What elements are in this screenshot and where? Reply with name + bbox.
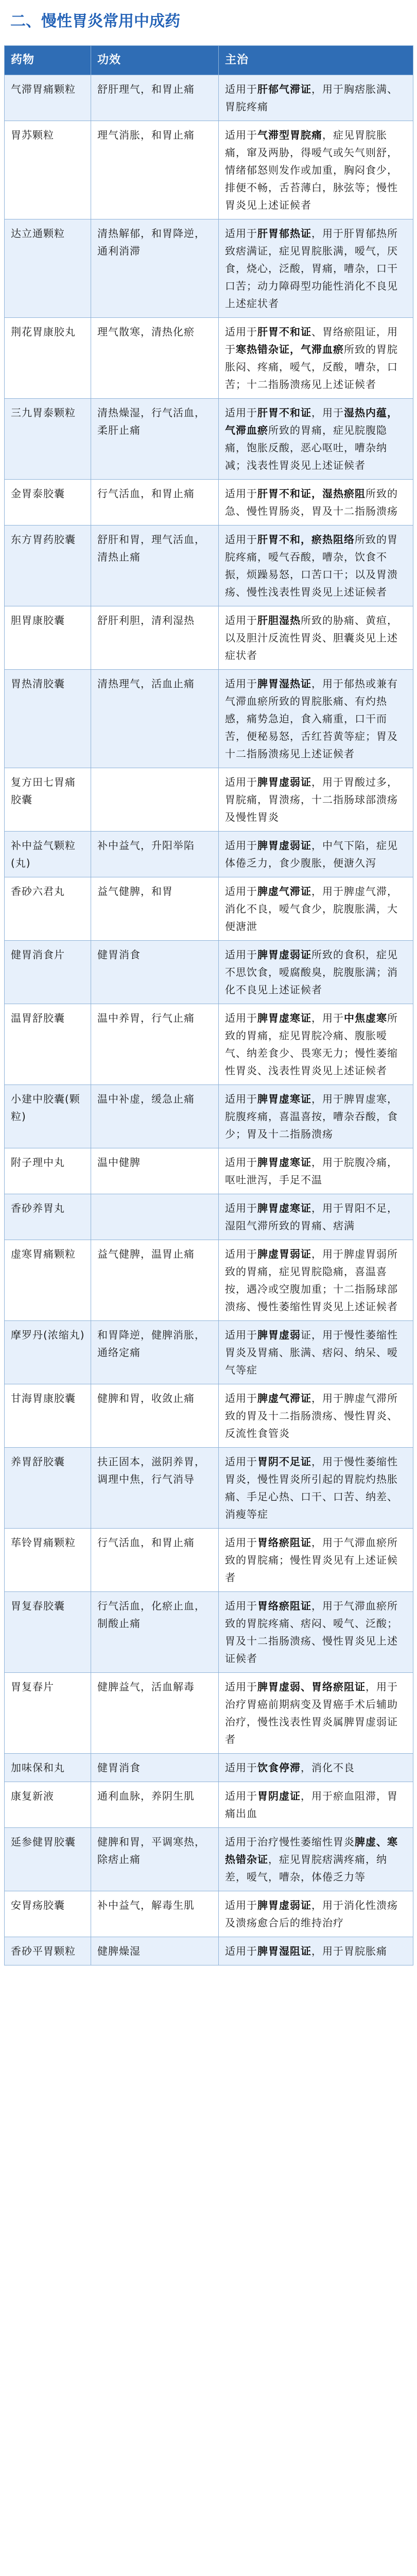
indication-text: 适用于治疗慢性萎缩性胃炎 xyxy=(225,1836,355,1848)
table-row xyxy=(5,318,413,399)
indication-highlight: 肝胃不和证，湿热瘀阻 xyxy=(257,487,366,500)
indication-highlight: 脾胃虚弱证 xyxy=(257,1899,311,1911)
drug-name: 胃复春胶囊 xyxy=(5,1592,91,1673)
indication-highlight: 脾虚胃弱证 xyxy=(257,1248,311,1260)
indication-highlight: 脾胃湿阻证 xyxy=(257,1945,311,1957)
indication-text: 适用于 xyxy=(225,129,257,141)
drug-name: 香砂六君丸 xyxy=(5,877,91,941)
drug-function: 行气活血，化瘀止血，制酸止痛 xyxy=(91,1592,219,1673)
drug-function: 健脾和胃，收敛止痛 xyxy=(91,1384,219,1448)
indication-highlight: 脾胃虚弱证 xyxy=(257,776,311,788)
indication-text: 所致的胃脘胀闷、疼痛，嗳气，反酸，嘈杂，口苦；十二指肠溃疡见上述证候者 xyxy=(225,343,398,391)
indication-text: 所致的胃痛，症见胃脘冷痛、腹胀嗳气、纳差食少、畏寒无力；慢性萎缩性胃炎、浅表性胃炎见上述证候者 xyxy=(225,1012,398,1077)
indication-text: ，症见胃脘痞满疼痛，纳差，嗳气，嘈杂，体倦乏力等 xyxy=(225,1853,387,1883)
indication-text: ，用于胸痞胀满、胃脘疼痛 xyxy=(225,83,398,113)
indication-text: ，消化不良 xyxy=(301,1761,355,1774)
indication-text: ，用于慢性萎缩性胃炎，慢性胃炎所引起的胃脘灼热胀痛、手足心热、口干、口苦、纳差、消瘦等症 xyxy=(225,1455,398,1520)
drug-indication xyxy=(219,1194,413,1240)
indication-text: ，用于脾虚气滞，消化不良，嗳气食少，脘腹胀满，大便溏泄 xyxy=(225,885,398,933)
drug-name: 康复新液 xyxy=(5,1782,91,1828)
indication-highlight: 胃络瘀阻证 xyxy=(257,1600,311,1612)
indication-text: ，用于治疗胃癌前期病变及胃癌手术后辅助治疗，慢性浅表性胃炎属脾胃虚弱证者 xyxy=(225,1681,398,1745)
drug-indication xyxy=(219,1828,413,1891)
indication-text: 适用于 xyxy=(225,677,257,690)
indication-text: 所致的胁痛、黄疸，以及胆汁反流性胃炎、胆囊炎见上述症状者 xyxy=(225,614,398,662)
drug-name: 香砂平胃颗粒 xyxy=(5,1937,91,1965)
table-row xyxy=(5,832,413,877)
drug-indication xyxy=(219,877,413,941)
drug-indication xyxy=(219,1592,413,1673)
indication-highlight: 肝郁气滞证 xyxy=(257,83,311,95)
indication-highlight: 肝胃不和证 xyxy=(257,326,311,338)
indication-text: 适用于 xyxy=(225,1156,257,1168)
drug-function: 健脾益气，活血解毒 xyxy=(91,1673,219,1754)
drug-indication xyxy=(219,1937,413,1965)
indication-text: 适用于 xyxy=(225,614,257,626)
drug-function: 舒肝和胃，理气活血，清热止痛 xyxy=(91,526,219,606)
indication-text: 适用于 xyxy=(225,1093,257,1105)
indication-highlight: 脾胃虚寒证 xyxy=(257,1012,311,1024)
indication-highlight: 脾胃虚弱证 xyxy=(257,839,311,852)
indication-text: ，用于胃脘胀痛 xyxy=(311,1945,387,1957)
indication-text: 适用于 xyxy=(225,776,257,788)
indication-text: 适用于 xyxy=(225,326,257,338)
drug-indication xyxy=(219,941,413,1004)
header-drug: 药物 xyxy=(5,46,91,75)
drug-name: 胃热清胶囊 xyxy=(5,670,91,768)
header-indication: 主治 xyxy=(219,46,413,75)
drug-indication xyxy=(219,1891,413,1937)
indication-highlight: 脾虚气滞证 xyxy=(257,885,311,897)
table-row xyxy=(5,526,413,606)
drug-indication xyxy=(219,1673,413,1754)
indication-text: ，用于胃酸过多，胃脘痛，胃溃疡，十二指肠球部溃疡及慢性胃炎 xyxy=(225,776,398,823)
drug-indication xyxy=(219,606,413,670)
drug-name: 摩罗丹(浓缩丸) xyxy=(5,1321,91,1384)
drug-function: 清热解郁，和胃降逆，通利消滞 xyxy=(91,219,219,318)
indication-highlight: 胃络瘀阻证 xyxy=(257,1536,311,1549)
table-row xyxy=(5,606,413,670)
medicine-table xyxy=(4,45,413,1965)
drug-indication xyxy=(219,1782,413,1828)
indication-highlight: 中焦虚寒 xyxy=(344,1012,387,1024)
drug-name: 虚寒胃痛颗粒 xyxy=(5,1240,91,1321)
drug-indication xyxy=(219,318,413,399)
drug-function: 行气活血，和胃止痛 xyxy=(91,1529,219,1592)
drug-indication xyxy=(219,768,413,832)
indication-text: 适用于 xyxy=(225,839,257,852)
drug-function: 理气散寒，清热化瘀 xyxy=(91,318,219,399)
indication-highlight: 饮食停滞 xyxy=(257,1761,301,1774)
table-row xyxy=(5,877,413,941)
table-row xyxy=(5,1673,413,1754)
drug-indication xyxy=(219,1085,413,1148)
drug-indication xyxy=(219,1321,413,1384)
indication-highlight: 脾胃虚寒证 xyxy=(257,1202,311,1214)
table-row xyxy=(5,1754,413,1782)
drug-name: 荜铃胃痛颗粒 xyxy=(5,1529,91,1592)
indication-text: ，用于脾虚气滞所致的胃及十二指肠溃疡、慢性胃炎、反流性食管炎 xyxy=(225,1392,398,1439)
indication-text: 适用于 xyxy=(225,1392,257,1404)
indication-text: 适用于 xyxy=(225,1899,257,1911)
drug-name: 荆花胃康胶丸 xyxy=(5,318,91,399)
drug-name: 胆胃康胶囊 xyxy=(5,606,91,670)
indication-text: ，用于胃阳不足，湿阻气滞所致的胃痛、痞满 xyxy=(225,1202,398,1232)
indication-text: 所致的胃脘疼痛，嗳气吞酸，嘈杂，饮食不振，烦躁易怒，口苦口干；以及胃溃疡、慢性浅表性胃炎见上述证候者 xyxy=(225,533,398,598)
indication-text: ，用于脾胃虚寒，脘腹疼痛，喜温喜按，嘈杂吞酸，食少；胃及十二指肠溃疡 xyxy=(225,1093,398,1140)
indication-text: 适用于 xyxy=(225,1536,257,1549)
indication-text: ，用于脾虚胃弱所致的胃痛，症见胃脘隐痛，喜温喜按，遇冷或空腹加重；十二指肠球部溃疡、慢性萎缩性胃炎见上述证候者 xyxy=(225,1248,398,1313)
drug-function: 清热理气，活血止痛 xyxy=(91,670,219,768)
indication-highlight: 脾虚气滞证 xyxy=(257,1392,311,1404)
drug-indication xyxy=(219,121,413,219)
indication-text: 适用于 xyxy=(225,487,257,500)
indication-highlight: 脾虚、寒热错杂证 xyxy=(225,1836,398,1866)
drug-function: 健胃消食 xyxy=(91,941,219,1004)
drug-function: 健胃消食 xyxy=(91,1754,219,1782)
drug-name: 三九胃泰颗粒 xyxy=(5,399,91,480)
drug-function: 温中健脾 xyxy=(91,1148,219,1194)
indication-text: ，用于瘀血阻滞，胃痛出血 xyxy=(225,1790,398,1820)
table-row xyxy=(5,1937,413,1965)
indication-highlight: 肝胃郁热证 xyxy=(257,227,311,240)
drug-function: 温中养胃，行气止痛 xyxy=(91,1004,219,1085)
table-row xyxy=(5,1529,413,1592)
table-row xyxy=(5,1085,413,1148)
drug-name: 补中益气颗粒(丸) xyxy=(5,832,91,877)
indication-text: 所致的食积，症见不思饮食，嗳腐酸臭，脘腹胀满；消化不良见上述证候者 xyxy=(225,948,398,996)
indication-text: 适用于 xyxy=(225,406,257,419)
drug-name: 养胃舒胶囊 xyxy=(5,1448,91,1529)
indication-text: 适用于 xyxy=(225,948,257,961)
drug-indication xyxy=(219,1004,413,1085)
indication-highlight: 脾胃虚寒证 xyxy=(257,1093,311,1105)
indication-highlight: 肝胃不和证 xyxy=(257,406,311,419)
table-row xyxy=(5,399,413,480)
drug-indication xyxy=(219,1240,413,1321)
table-row xyxy=(5,1891,413,1937)
indication-text: ，用于肝胃郁热所致痞满证，症见胃脘胀满，嗳气，厌食，烧心，泛酸，胃痛，嘈杂，口干口苦；动力障碍型功能性消化不良见上述症状者 xyxy=(225,227,398,310)
drug-function: 舒肝利胆，清利湿热 xyxy=(91,606,219,670)
drug-indication xyxy=(219,219,413,318)
drug-name: 温胃舒胶囊 xyxy=(5,1004,91,1085)
table-header-row xyxy=(5,46,413,75)
drug-name: 复方田七胃痛胶囊 xyxy=(5,768,91,832)
drug-function: 益气健脾，和胃 xyxy=(91,877,219,941)
indication-highlight: 胃阴不足证 xyxy=(257,1455,311,1468)
table-row xyxy=(5,1004,413,1085)
drug-name: 金胃泰胶囊 xyxy=(5,480,91,526)
drug-name: 香砂养胃丸 xyxy=(5,1194,91,1240)
table-row xyxy=(5,219,413,318)
section-title: 二、慢性胃炎常用中成药 xyxy=(10,12,180,30)
indication-text: 适用于 xyxy=(225,1455,257,1468)
table-row xyxy=(5,768,413,832)
indication-text: 适用于 xyxy=(225,1248,257,1260)
drug-indication xyxy=(219,1148,413,1194)
drug-function: 通利血脉，养阴生肌 xyxy=(91,1782,219,1828)
indication-text: 、胃络瘀阻证，用于 xyxy=(225,326,398,355)
table-row xyxy=(5,1321,413,1384)
indication-text: 适用于 xyxy=(225,1202,257,1214)
drug-name: 达立通颗粒 xyxy=(5,219,91,318)
indication-highlight: 湿热内蕴，气滞血瘀 xyxy=(225,406,398,436)
indication-text: 适用于 xyxy=(225,227,257,240)
indication-text: ，用于 xyxy=(311,406,344,419)
drug-function: 和胃降逆，健脾消胀，通络定痛 xyxy=(91,1321,219,1384)
table-row xyxy=(5,480,413,526)
table-row xyxy=(5,1384,413,1448)
drug-indication xyxy=(219,1384,413,1448)
drug-name: 东方胃药胶囊 xyxy=(5,526,91,606)
indication-text: 适用于 xyxy=(225,83,257,95)
indication-text: 适用于 xyxy=(225,533,257,546)
table-row xyxy=(5,1448,413,1529)
indication-text: ，中气下陷，症见体倦乏力，食少腹胀，便溏久泻 xyxy=(225,839,398,869)
drug-name: 小建中胶囊(颗粒) xyxy=(5,1085,91,1148)
indication-highlight: 脾胃湿热证 xyxy=(257,677,311,690)
drug-function: 温中补虚，缓急止痛 xyxy=(91,1085,219,1148)
drug-indication xyxy=(219,670,413,768)
indication-text: ，用于 xyxy=(311,1012,344,1024)
indication-highlight: 脾胃虚弱证 xyxy=(257,948,311,961)
indication-text: 所致的胃痛，症见脘腹隐痛，饱胀反酸，恶心呕吐，嘈杂纳减；浅表性胃炎见上述证候者 xyxy=(225,424,387,471)
drug-function: 行气活血，和胃止痛 xyxy=(91,480,219,526)
drug-function: 健脾燥湿 xyxy=(91,1937,219,1965)
table-body xyxy=(5,75,413,1965)
table-row xyxy=(5,1782,413,1828)
table-row xyxy=(5,1592,413,1673)
indication-highlight: 寒热错杂证，气滞血瘀 xyxy=(236,343,344,355)
drug-indication xyxy=(219,480,413,526)
drug-name: 安胃疡胶囊 xyxy=(5,1891,91,1937)
indication-text: 适用于 xyxy=(225,1761,257,1774)
indication-text: 适用于 xyxy=(225,885,257,897)
drug-function: 清热燥湿，行气活血，柔肝止痛 xyxy=(91,399,219,480)
indication-text: 适用于 xyxy=(225,1681,257,1693)
drug-function xyxy=(91,768,219,832)
indication-highlight: 脾胃虚寒证 xyxy=(257,1156,311,1168)
table-row xyxy=(5,1240,413,1321)
drug-function xyxy=(91,1194,219,1240)
table-row xyxy=(5,1148,413,1194)
drug-name: 甘海胃康胶囊 xyxy=(5,1384,91,1448)
table-row xyxy=(5,121,413,219)
indication-text: ，用于脘腹冷痛，呕吐泄泻，手足不温 xyxy=(225,1156,398,1186)
table-row xyxy=(5,1194,413,1240)
header-function: 功效 xyxy=(91,46,219,75)
indication-text: 适用于 xyxy=(225,1600,257,1612)
drug-function: 理气消胀，和胃止痛 xyxy=(91,121,219,219)
table-row xyxy=(5,75,413,121)
indication-text: 适用于 xyxy=(225,1945,257,1957)
table-row xyxy=(5,1828,413,1891)
drug-indication xyxy=(219,399,413,480)
drug-indication xyxy=(219,526,413,606)
drug-indication xyxy=(219,1529,413,1592)
drug-indication xyxy=(219,75,413,121)
drug-function: 舒肝理气，和胃止痛 xyxy=(91,75,219,121)
table-row xyxy=(5,941,413,1004)
drug-name: 气滞胃痛颗粒 xyxy=(5,75,91,121)
indication-text: 适用于 xyxy=(225,1012,257,1024)
indication-text: ，用于气滞血瘀所致的胃脘痛；慢性胃炎见有上述证候者 xyxy=(225,1536,398,1584)
indication-text: ，用于气滞血瘀所致的胃脘疼痛、痞闷、嗳气、泛酸；胃及十二指肠溃疡、慢性胃炎见上述证候者 xyxy=(225,1600,398,1665)
drug-indication xyxy=(219,832,413,877)
indication-text: ，用于消化性溃疡及溃疡愈合后的维持治疗 xyxy=(225,1899,398,1929)
drug-indication xyxy=(219,1754,413,1782)
drug-function: 补中益气，解毒生肌 xyxy=(91,1891,219,1937)
indication-highlight: 肝胆湿热 xyxy=(257,614,301,626)
indication-text: 证，用于慢性萎缩性胃炎及胃痛、胀满、痞闷、纳呆、嗳气等症 xyxy=(225,1329,398,1376)
indication-text: 所致的急、慢性胃肠炎，胃及十二指肠溃疡 xyxy=(225,487,398,517)
drug-function: 扶正固本，滋阴养胃，调理中焦，行气消导 xyxy=(91,1448,219,1529)
indication-highlight: 气滞型胃脘痛 xyxy=(257,129,322,141)
drug-name: 延参健胃胶囊 xyxy=(5,1828,91,1891)
indication-highlight: 脾胃虚弱 xyxy=(257,1329,301,1341)
drug-name: 胃复春片 xyxy=(5,1673,91,1754)
indication-text: 适用于 xyxy=(225,1329,257,1341)
indication-highlight: 脾胃虚弱、胃络瘀阻证 xyxy=(257,1681,366,1693)
indication-highlight: 胃阴虚证 xyxy=(257,1790,301,1802)
table-row xyxy=(5,670,413,768)
drug-indication xyxy=(219,1448,413,1529)
drug-name: 附子理中丸 xyxy=(5,1148,91,1194)
drug-function: 益气健脾，温胃止痛 xyxy=(91,1240,219,1321)
indication-text: ，用于郁热或兼有气滞血瘀所致的胃脘胀痛、有灼热感，痛势急迫，食入痛重，口干而苦，便秘易怒，舌红苔黄等症；胃及十二指肠溃疡见上述证候者 xyxy=(225,677,398,760)
indication-text: 适用于 xyxy=(225,1790,257,1802)
drug-function: 健脾和胃，平调寒热，除痞止痛 xyxy=(91,1828,219,1891)
drug-name: 胃苏颗粒 xyxy=(5,121,91,219)
drug-function: 补中益气，升阳举陷 xyxy=(91,832,219,877)
indication-text: ，症见胃脘胀痛，窜及两胁，得嗳气或矢气则舒，情绪郁怒则发作或加重，胸闷食少，排便不畅，舌苔薄白，脉弦等；慢性胃炎见上述证候者 xyxy=(225,129,398,211)
drug-name: 健胃消食片 xyxy=(5,941,91,1004)
drug-name: 加味保和丸 xyxy=(5,1754,91,1782)
indication-highlight: 肝胃不和，瘀热阻络 xyxy=(257,533,355,546)
